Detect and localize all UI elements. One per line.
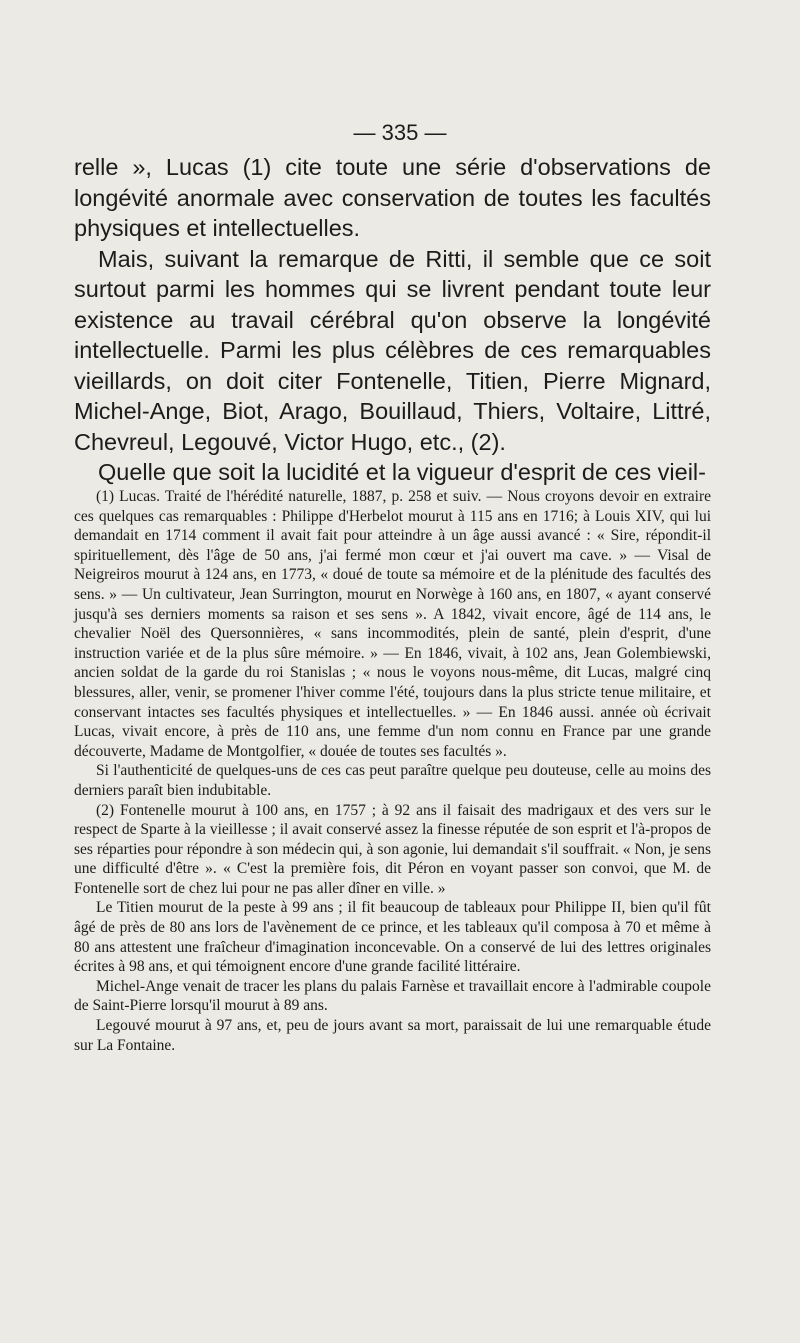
footnote-2: (2) Fontenelle mourut à 100 ans, en 1757 ; à 92 ans il faisait des madrigaux et des vers sur le respect de Sparte à la vieillesse ; il avait conservé assez la finesse réputée de son esprit et l'à-propos de ses réparties pour répondre à son médecin qui, à son agonie, lui demandait s'il souffrait. « Non, je sens une difficulté d'être ». « C'est la première fois, dit Péron en voyant passer son convoi, que M. de Fontenelle sort de chez lui pour ne pas aller dîner en ville. » — [74, 801, 711, 897]
footnote-paragraph: Le Titien mourut de la peste à 99 ans ; il fit beaucoup de tableaux pour Philippe II, bien qu'il fût âgé de près de 80 ans lors de l'avènement de ce prince, et les tableaux qu'il composa à 70 et même à 80 ans attestent une fraîcheur d'imagination inconcevable. On a conservé de lui des lettres originales écrites à 98 ans, et qui témoignent encore d'une grande facilité littéraire. — [74, 899, 711, 976]
main-paragraph: Mais, suivant la remarque de Ritti, il semble que ce soit surtout parmi les hommes qui se livrent pendant toute leur existence au travail cérébral qu'on observe la longévité intellectuelle. Parmi les plus célèbres de ces remarquables vieillards, on doit citer Fontenelle, Titien, Pierre Mignard, Michel-Ange, Biot, Arago, Bouillaud, Thiers, Voltaire, Littré, Chevreul, Legouvé, Victor Hugo, etc., (2). — [74, 245, 711, 455]
footnotes — [74, 487, 711, 1055]
footnote-paragraph: Michel-Ange venait de tracer les plans du palais Farnèse et travaillait encore à l'admirable coupole de Saint-Pierre lorsqu'il mourut à 89 ans. — [74, 977, 711, 1015]
footnote-paragraph: Si l'authenticité de quelques-uns de ces cas peut paraître quelque peu douteuse, celle au moins des derniers paraît bien indubitable. — [74, 762, 711, 799]
main-paragraph: relle », Lucas (1) cite toute une série d'observations de longévité anormale avec conservation de toutes les facultés physiques et intellectuelles. — [74, 154, 711, 241]
footnote-paragraph: Legouvé mourut à 97 ans, et, peu de jours avant sa mort, paraissait de lui une remarquable étude sur La Fontaine. — [74, 1017, 711, 1054]
main-paragraph: Quelle que soit la lucidité et la vigueur d'esprit de ces vieil- — [98, 459, 706, 485]
footnote-1: (1) Lucas. Traité de l'hérédité naturelle, 1887, p. 258 et suiv. — Nous croyons devoir en extraire ces quelques cas remarquables : Philippe d'Herbelot mourut à 115 ans en 1716; à Louis XIV, qui lui demandait en 1714 comment il avait fait pour atteindre à un âge aussi avancé : « Sire, répondit-il spirituellement, dès l'âge de 50 ans, j'ai fermé mon cœur et j'ai ouvert ma cave. » — Visal de Neigreiros mourut à 124 ans, en 1773, « doué de toute sa mémoire et de la plénitude des facultés des sens. » — Un cultivateur, Jean Surrington, mourut en Norwège à 160 ans, en 1807, « ayant conservé jusqu'à ses derniers moments sa raison et ses sens ». A 1842, vivait encore, âgé de 114 ans, le chevalier Noël des Quersonnières, « sans incommodités, plein de santé, plein d'esprit, d'une instruction variée et de la plus sûre mémoire. » — En 1846, vivait, à 102 ans, Jean Golembiewski, ancien soldat de la garde du roi Stanislas ; « nous le voyons nous-même, dit Lucas, malgré cinq blessures, aller, venir, se promener l'hiver comme l'été, toujours dans la plus stricte tenue militaire, et conservant intactes ses facultés physiques et intellectuelles. » — En 1846 aussi. année où écrivait Lucas, vivait encore, à près de 110 ans, une femme d'un nom connu en France par une grande découverte, Madame de Montgolfier, « douée de toutes ses facultés ». — [74, 488, 711, 760]
page-number: — 335 — — [353, 120, 447, 145]
main-text — [74, 152, 711, 488]
